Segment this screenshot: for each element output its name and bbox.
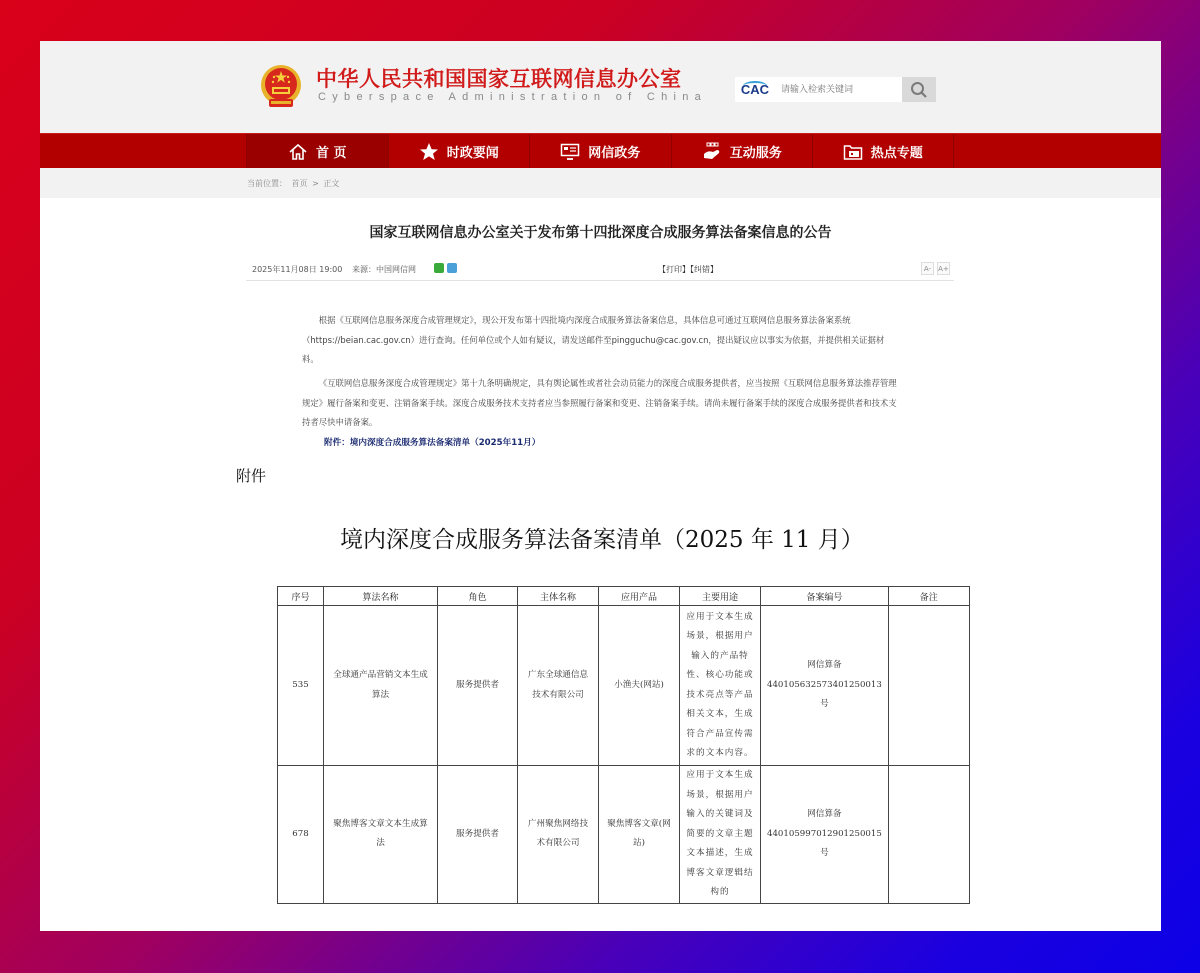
cell-role: 服务提供者	[438, 766, 518, 904]
cell-usage: 应用于文本生成场景，根据用户输入的产品特性、核心功能或技术亮点等产品相关文本，生成符合产品宣传需求的文本内容。	[680, 606, 761, 766]
nav-label: 时政要闻	[446, 146, 499, 161]
cell-product: 聚焦博客文章(网站)	[599, 766, 680, 904]
home-icon	[288, 142, 308, 162]
breadcrumb	[247, 178, 341, 189]
source-name: 中国网信网	[376, 265, 416, 274]
cell-no: 535	[278, 606, 324, 766]
correct-link[interactable]: 【纠错】	[690, 265, 718, 274]
main-nav	[40, 133, 1161, 168]
publish-date: 2025年11月08日 19:00	[252, 265, 343, 274]
monitor-icon	[560, 142, 580, 162]
col-header: 序号	[278, 587, 324, 606]
national-emblem-icon	[258, 63, 304, 111]
hand-chat-icon	[702, 142, 722, 162]
attachment-title: 境内深度合成服务算法备案清单（2025 年 11 月）	[340, 527, 864, 553]
font-increase-button[interactable]: A+	[937, 262, 950, 275]
paragraph-2: 《互联网信息服务深度合成管理规定》第十九条明确规定，具有舆论属性或者社会动员能力的深度合成服务提供者，应当按照《互联网信息服务算法推荐管理规定》履行备案和变更、注销备案手续。深度合成服务技术支持者应当参照履行备案和变更、注销备案手续。请尚未履行备案手续的深度合成服务提供者和技术支持者尽快申请备案。	[302, 378, 897, 427]
site-title: 中华人民共和国国家互联网信息办公室	[316, 67, 682, 91]
article-meta	[246, 259, 954, 281]
nav-label: 首 页	[315, 146, 347, 161]
font-size-controls	[921, 262, 950, 275]
col-header: 应用产品	[599, 587, 680, 606]
breadcrumb-prefix: 当前位置：	[247, 179, 287, 188]
site-header	[40, 41, 1161, 133]
share-buttons	[434, 263, 457, 273]
attachment-label: 附件	[236, 467, 267, 485]
browser-page	[40, 41, 1161, 931]
table-row	[278, 766, 970, 904]
search-input[interactable]	[775, 77, 902, 102]
cell-filing-no: 网信算备440105632573401250013号	[761, 606, 889, 766]
paragraph-1: 根据《互联网信息服务深度合成管理规定》，现公开发布第十四批境内深度合成服务算法备案信息，具体信息可通过互联网信息服务算法备案系统（https://beian.cac.gov.cn）进行查询。任何单位或个人如有疑议，请发送邮件至pingguchu@cac.gov.cn，提出疑议应以事实为依据，并提供相关证据材料。	[302, 315, 885, 364]
col-header: 主体名称	[518, 587, 599, 606]
table-header-row	[278, 587, 970, 606]
cell-filing-no: 网信算备440105997012901250015号	[761, 766, 889, 904]
filing-table	[277, 586, 970, 904]
site-subtitle: Cyberspace Administration of China	[318, 91, 708, 103]
nav-label: 网信政务	[588, 146, 641, 161]
table-row	[278, 606, 970, 766]
col-header: 算法名称	[324, 587, 438, 606]
nav-item-affairs[interactable]	[529, 134, 671, 169]
col-header: 备案编号	[761, 587, 889, 606]
source-label: 来源：	[352, 265, 376, 274]
wechat-share-icon[interactable]	[434, 263, 444, 273]
breadcrumb-home-link[interactable]: 首页	[291, 179, 308, 188]
search-bar	[735, 77, 936, 102]
cell-product: 小渔夫(网站)	[599, 606, 680, 766]
cell-note	[888, 766, 969, 904]
cell-entity: 广州聚焦网络技术有限公司	[518, 766, 599, 904]
breadcrumb-separator: >	[312, 179, 319, 188]
cell-algorithm: 聚焦博客文章文本生成算法	[324, 766, 438, 904]
col-header: 角色	[438, 587, 518, 606]
col-header: 主要用途	[680, 587, 761, 606]
cell-no: 678	[278, 766, 324, 904]
nav-item-interactive[interactable]	[671, 134, 813, 169]
attachment-link[interactable]: 附件：境内深度合成服务算法备案清单（2025年11月）	[324, 438, 541, 448]
cell-note	[888, 606, 969, 766]
article-title: 国家互联网信息办公室关于发布第十四批深度合成服务算法备案信息的公告	[369, 225, 832, 241]
cell-usage: 应用于文本生成场景，根据用户输入的关键词及简要的文章主题文本描述，生成博客文章逻辑结构的	[680, 766, 761, 904]
breadcrumb-bar	[40, 168, 1161, 198]
star-icon	[419, 142, 439, 162]
search-icon	[910, 81, 928, 99]
nav-item-news[interactable]	[388, 134, 530, 169]
nav-item-topics[interactable]	[812, 134, 954, 169]
weibo-share-icon[interactable]	[447, 263, 457, 273]
print-correct-links	[658, 264, 718, 275]
print-link[interactable]: 【打印】	[658, 265, 690, 274]
source	[352, 264, 416, 275]
folder-icon	[843, 142, 863, 162]
nav-label: 热点专题	[870, 146, 923, 161]
font-decrease-button[interactable]: A-	[921, 262, 934, 275]
col-header: 备注	[888, 587, 969, 606]
cell-role: 服务提供者	[438, 606, 518, 766]
search-button[interactable]	[902, 77, 936, 102]
breadcrumb-current: 正文	[323, 179, 340, 188]
cac-logo: CAC	[735, 77, 775, 102]
nav-label: 互动服务	[729, 146, 782, 161]
cell-algorithm: 全球通产品营销文本生成算法	[324, 606, 438, 766]
cell-entity: 广东全球通信息技术有限公司	[518, 606, 599, 766]
nav-item-home[interactable]	[246, 134, 388, 169]
